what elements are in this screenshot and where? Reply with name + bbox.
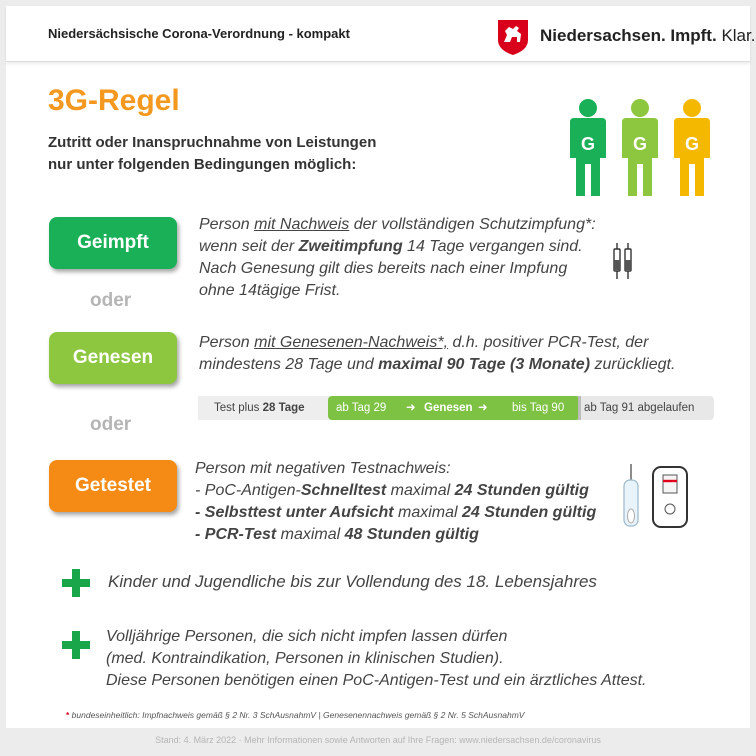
footnote-star: * (66, 710, 70, 720)
volljaehrige-line-3: Diese Personen benötigen einen PoC-Antigen-Test und ein ärztliches Attest. (106, 672, 647, 689)
timeline-end: bis Tag 90 (512, 402, 565, 414)
geimpft-line-3: Nach Genesung gilt dies bereits nach einer Impfung (199, 260, 568, 277)
person-yellow-icon (674, 99, 710, 196)
getestet-badge: Getestet (49, 460, 177, 512)
footnote-text: bundeseinheitlich: Impfnachweis gemäß § 2 Nr. 3 SchAusnahmV | Genesenennachweis gemäß § 2 Nr. 5 SchAusnahmV (69, 710, 525, 720)
timeline-genesen-segment (328, 396, 580, 420)
subtitle-line-2: nur unter folgenden Bedingungen möglich: (48, 156, 357, 173)
footnote (66, 710, 524, 720)
genesen-timeline (198, 396, 714, 420)
person-yellow-letter: G (684, 134, 700, 154)
plus-icon (62, 569, 90, 597)
oder-label-1: oder (90, 290, 132, 311)
getestet-line-4: - PCR-Test maximal 48 Stunden gültig (195, 526, 479, 543)
volljaehrige-line-2: (med. Kontraindikation, Personen in klinischen Studien). (106, 650, 504, 667)
genesen-badge: Genesen (49, 332, 177, 384)
timeline-test-segment: Test plus 28 Tage (198, 396, 330, 420)
subtitle-line-1: Zutritt oder Inanspruchnahme von Leistungen (48, 134, 377, 151)
person-lime-icon (622, 99, 658, 196)
brand-logo (496, 16, 756, 56)
header-bar (6, 6, 756, 62)
lower-saxony-horse-icon (496, 18, 530, 56)
brand-name: Niedersachsen. (540, 26, 666, 45)
arrow-right-icon: ➜ (406, 402, 416, 414)
brand-text (540, 26, 755, 46)
timeline-genesen: Genesen (424, 402, 473, 414)
person-green-letter: G (580, 134, 596, 154)
getestet-line-2: - PoC-Antigen-Schnelltest maximal 24 Stunden gültig (195, 482, 589, 499)
test-cassette-icon (651, 465, 689, 529)
volljaehrige-exception (106, 626, 706, 692)
brand-claim-bold: Impft. (670, 26, 717, 45)
genesen-line-1: Person mit Genesenen-Nachweis*, d.h. positiver PCR-Test, der (199, 334, 649, 351)
three-g-people-icon (561, 98, 721, 198)
header-title: Niedersächsische Corona-Verordnung - kompakt (48, 26, 350, 41)
geimpft-line-1: Person mit Nachweis der vollständigen Schutzimpfung*: (199, 216, 596, 233)
page-title: 3G-Regel (48, 84, 180, 117)
timeline-start: ab Tag 29 (336, 402, 387, 414)
getestet-line-1: Person mit negativen Testnachweis: (195, 460, 451, 477)
volljaehrige-line-1: Volljährige Personen, die sich nicht impfen lassen dürfen (106, 628, 508, 645)
subtitle (48, 132, 448, 176)
timeline-expired-segment: ab Tag 91 abgelaufen (578, 396, 714, 420)
geimpft-badge: Geimpft (49, 217, 177, 269)
geimpft-description (199, 214, 619, 302)
stand-footer: Stand: 4. März 2022 · Mehr Informationen sowie Antworten auf Ihre Fragen: www.niedersachsen.de/coronavirus (155, 735, 601, 745)
oder-label-2: oder (90, 414, 132, 435)
arrow-right-icon: ➜ (478, 402, 488, 414)
genesen-line-2: mindestens 28 Tage und maximal 90 Tage (3 Monate) zurückliegt. (199, 356, 676, 373)
brand-claim: Klar. (721, 26, 756, 45)
syringe-icon (610, 242, 636, 282)
getestet-line-3: - Selbsttest unter Aufsicht maximal 24 Stunden gültig (195, 504, 597, 521)
test-tube-icon (619, 462, 643, 530)
kinder-exception: Kinder und Jugendliche bis zur Vollendung des 18. Lebensjahres (108, 572, 597, 591)
geimpft-line-4: ohne 14tägige Frist. (199, 282, 341, 299)
info-card (6, 6, 756, 728)
genesen-description (199, 332, 739, 376)
person-lime-letter: G (632, 134, 648, 154)
geimpft-line-2: wenn seit der Zweitimpfung 14 Tage vergangen sind. (199, 238, 583, 255)
getestet-description (195, 458, 625, 546)
plus-icon (62, 631, 90, 659)
person-green-icon (570, 99, 606, 196)
